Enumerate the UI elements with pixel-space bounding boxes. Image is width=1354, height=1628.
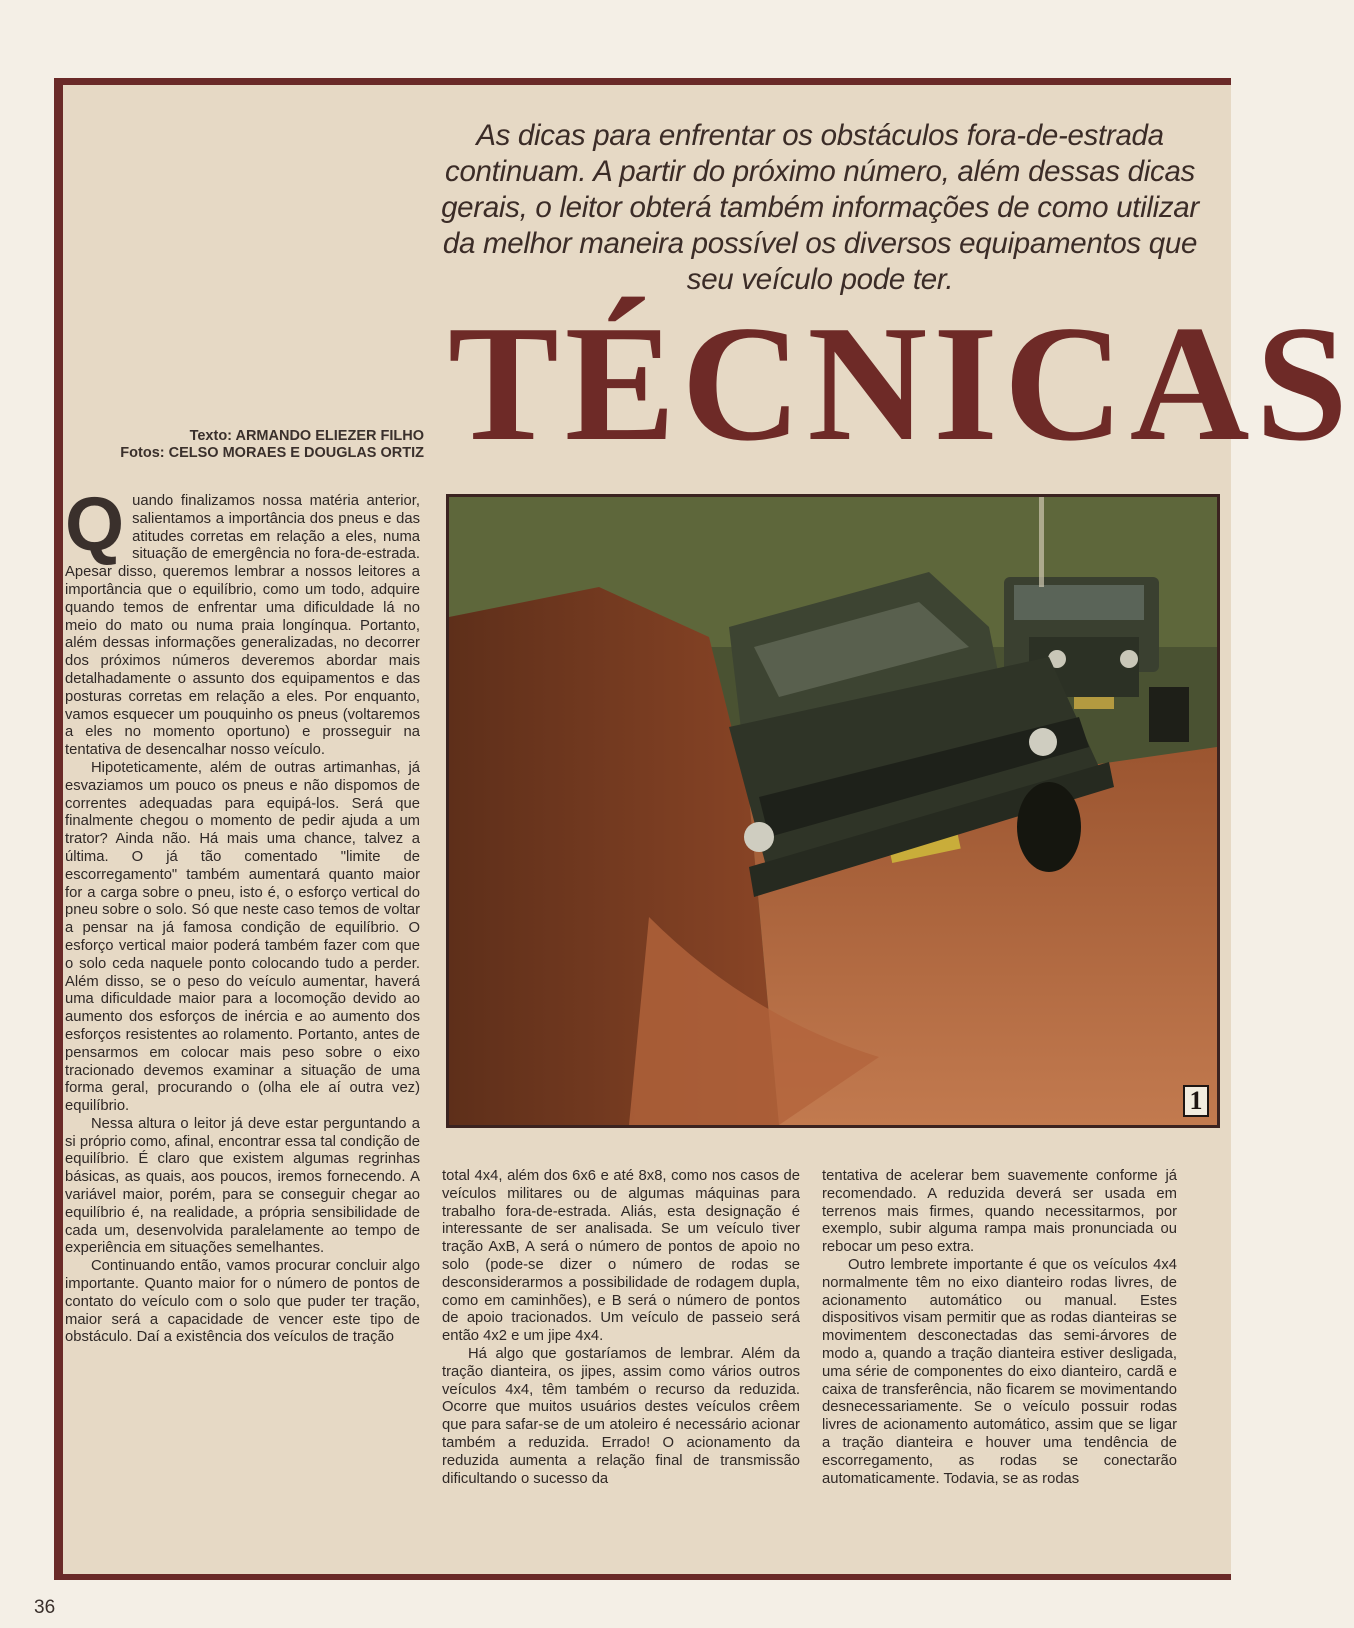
article-title: TÉCNICAS xyxy=(448,291,1354,475)
paragraph-1: uando finalizamos nossa matéria anterior, salientamos a importância dos pneus e das atitudes corretas em relação a eles, numa situação de emergência no fora-de-estrada. Apesar disso, queremos lembrar a nossos leitores a importância que o equilíbrio, como um todo, adquire quando temos de enfrentar uma dificuldade lá no meio do mato ou numa praia longínqua. Portanto, além dessas informações generalizadas, no decorrer dos próximos números deveremos abordar mais detalhadamente o assunto dos equipamentos e das posturas corretas em relação a eles. Por enquanto, vamos esquecer um pouquinho os pneus (voltaremos a eles no momento oportuno) e prosseguir na tentativa de desencalhar nosso veículo. xyxy=(65,493,420,759)
photo-truck-in-mud xyxy=(446,494,1220,1128)
paragraph-7: tentativa de acelerar bem suavemente conforme já recomendado. A reduzida deverá ser usada em terrenos mais firmes, quando necessitarmos, por exemplo, subir alguma rampa mais pronunciada ou rebocar um peso extra. xyxy=(822,1168,1177,1256)
article-column-2 xyxy=(442,1168,800,1488)
paragraph-3: Nessa altura o leitor já deve estar perguntando a si próprio como, afinal, encontrar essa tal condição de equilíbrio. É claro que existem algumas regrinhas básicas, as quais, aos poucos, iremos fornecendo. A variável maior, porém, para se conseguir chegar ao equilíbrio é, na realidade, a própria sensibilidade de cada um, desenvolvida paralelamente ao tempo de experiência em situações semelhantes. xyxy=(65,1115,420,1257)
paragraph-5: total 4x4, além dos 6x6 e até 8x8, como nos casos de veículos militares ou de algumas máquinas para trabalho fora-de-estrada. Aliás, esta designação é interessante de ser analisada. Se um veículo tiver tração AxB, A será o número de pontos de apoio no solo (pode-se dizer o número de rodas se desconsiderarmos a possibilidade de rodagem dupla, como em caminhões), e B será o número de pontos de apoio tracionados. Um veículo de passeio será então 4x2 e um jipe 4x4. xyxy=(442,1168,800,1345)
text-credit: Texto: ARMANDO ELIEZER FILHO xyxy=(189,428,424,444)
drop-cap: Q xyxy=(65,482,125,567)
credits xyxy=(60,428,424,462)
paragraph-2: Hipoteticamente, além de outras artimanhas, já esvaziamos um pouco os pneus e não dispomos de correntes adequadas para equipá-los. Será que finalmente chegou o momento de pedir ajuda a um trator? Ainda não. Há mais uma chance, talvez a última. O já tão comentado "limite de escorregamento" também aumentará quanto maior for a carga sobre o pneu, isto é, o esforço vertical do pneu sobre o solo. Só que neste caso temos de voltar a pensar na já famosa condição de equilíbrio. O esforço vertical maior poderá também fazer com que o solo ceda naquele ponto colocando tudo a perder. Além disso, se o peso do veículo aumentar, haverá uma dificuldade maior para a locomoção devido ao aumento dos esforços de inércia e ao aumento dos esforços resistentes ao rolamento. Portanto, antes de pensarmos em colocar mais peso sobre o eixo tracionado devemos examinar a situação de uma forma geral, procurando o (olha ele aí outra vez) equilíbrio. xyxy=(65,759,420,1115)
photo-number-badge: 1 xyxy=(1183,1085,1209,1117)
intro-lead: As dicas para enfrentar os obstáculos fora-de-estrada continuam. A partir do próximo número, além dessas dicas gerais, o leitor obterá também informações de como utilizar da melhor maneira possível os diversos equipamentos que seu veículo pode ter. xyxy=(441,119,1199,296)
pole xyxy=(1039,497,1044,587)
paragraph-8: Outro lembrete importante é que os veículos 4x4 normalmente têm no eixo dianteiro rodas livres, de acionamento automático ou manual. Estes dispositivos visam permitir que as rodas dianteiras se movimentem desconectadas das semi-árvores de modo a, quando a tração dianteira estiver desligada, uma série de componentes do eixo dianteiro, cardã e caixa de transferência, não ficarem se movimentando desnecessariamente. Se o veículo possuir rodas livres de acionamento automático, assim que se ligar a tração dianteira e houver uma tendência de escorregamento, as rodas se conectarão automaticamente. Todavia, se as rodas xyxy=(822,1256,1177,1487)
article-column-1 xyxy=(65,482,420,1347)
page-number: 36 xyxy=(34,1597,56,1618)
paragraph-4: Continuando então, vamos procurar concluir algo importante. Quanto maior for o número de pontos de contato do veículo com o solo que puder ter tração, maior será a capacidade de vencer este tipo de obstáculo. Daí a existência dos veículos de tração xyxy=(65,1258,420,1346)
photo-illustration xyxy=(449,497,1217,1125)
article-column-3 xyxy=(822,1168,1177,1488)
paragraph-6: Há algo que gostaríamos de lembrar. Além da tração dianteira, os jipes, assim como vários outros veículos 4x4, têm também o recurso da reduzida. Ocorre que muitos usuários destes veículos crêem que para safar-se de um atoleiro é necessário acionar também a reduzida. Errado! O acionamento da reduzida aumenta a relação final de transmissão dificultando o sucesso da xyxy=(442,1345,800,1487)
photo-credit: Fotos: CELSO MORAES E DOUGLAS ORTIZ xyxy=(120,445,424,461)
